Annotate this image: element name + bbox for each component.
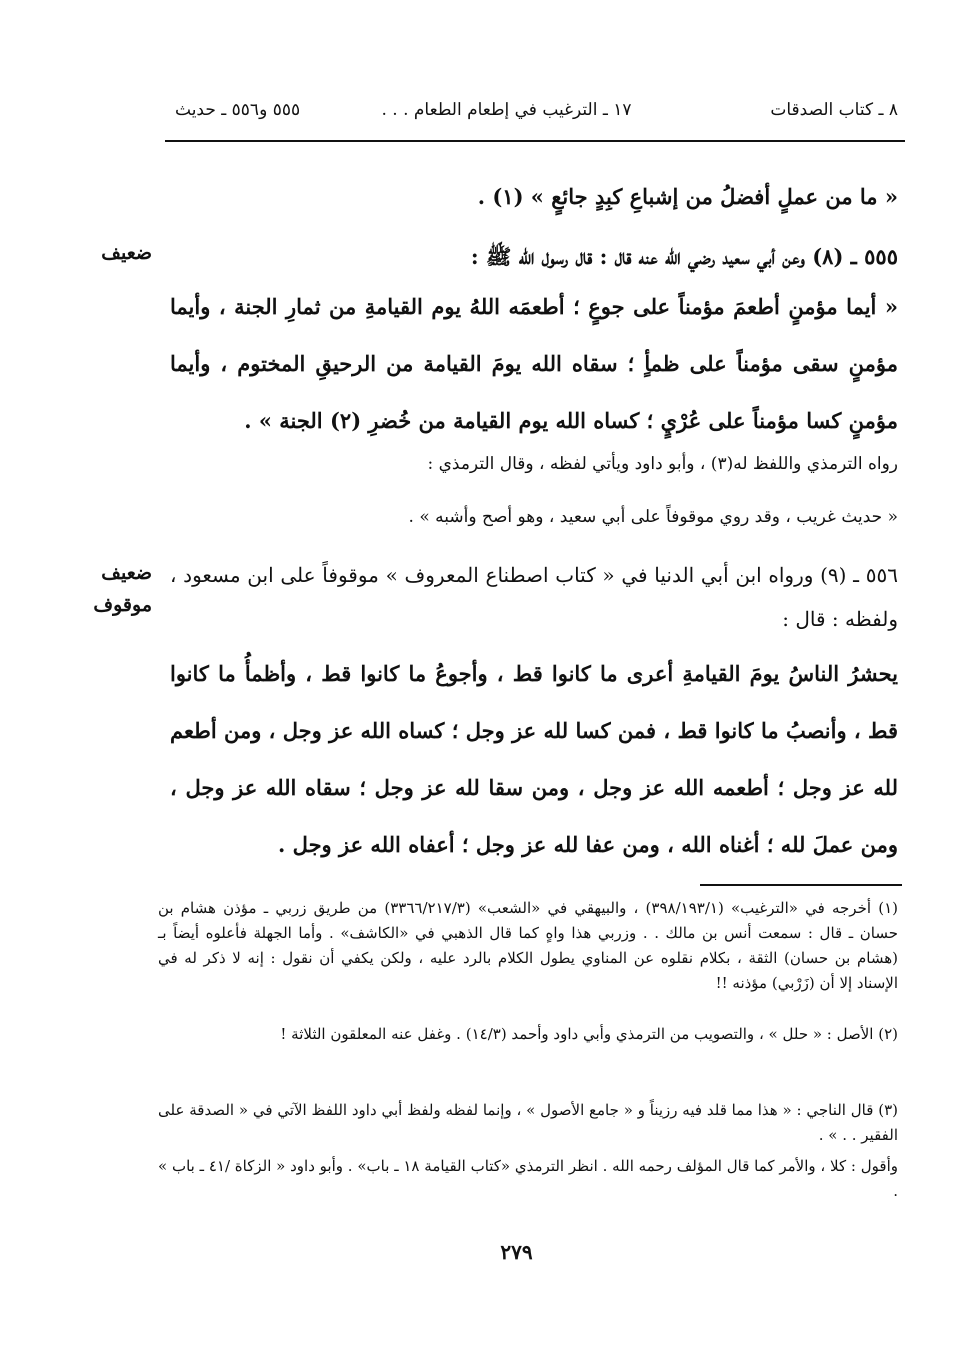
hadith-555-source: رواه الترمذي واللفظ له(٣) ، وأبو داود ويأتي لفظه ، وقال الترمذي : [427,454,898,474]
header-divider [165,140,905,142]
page-number: ٢٧٩ [500,1240,533,1264]
footnote-divider [700,884,902,886]
grade-label-556-a: ضعيف [101,562,152,584]
footnote-3: (٣) قال الناجي : « هذا مما قلد فيه رزيناً و « جامع الأصول » ، وإنما لفظه ولفظ أبي داود اللفظ الآتي في « الصدقة على الفقير . . » . [158,1101,898,1144]
hadith-555-text: « أيما مؤمنٍ أطعمَ مؤمناً على جوعٍ ؛ أطعمَه اللهُ يوم القيامةِ من ثمارِ الجنة ، وأيما مؤمنٍ سقى مؤمناً على ظمأٍ ؛ سقاه الله يومَ القيامة من الرحيقِ المختوم ، وأيما مؤمنٍ كسا مؤمناً على عُرْيٍ ؛ كساه الله يوم القيامة من خُضرِ (٢) الجنة » . [170,294,898,433]
grade-label-556-b: موقوف [93,594,152,616]
hadith-556-intro: ٥٥٦ ـ (٩) ورواه ابن أبي الدنيا في « كتاب اصطناع المعروف » موقوفاً على ابن مسعود ، ولفظه : قال : [170,563,898,631]
footnote-1: (١) أخرجه في «الترغيب» (٣٩٨/١٩٣/١) ، والبيهقي في «الشعب» (٣٣٦٦/٢١٧/٣) من طريق زربي ـ مؤذن هشام بن حسان ـ قال : سمعت أنس بن مالك . . وزربي هذا واهٍ كما قال الذهبي في «الكاشف» . وأما الجهلة فأعلوه أيضاً بـ (هشام بن حسان) الثقة ، بكلام نقلوه عن المناوي يطول الكلام بالرد عليه ، ولكن يكفي أن نقول : إنه لا ذكر له في الإسناد إلا أن (زَرْبي) مؤذنه !! [158,899,898,992]
hadith-555-intro: ٥٥٥ ـ (٨) وعن أبي سعيد رضي الله عنه قال : قال رسول الله ﷺ : [470,244,898,269]
hadith-555-tirmidhi-quote: « حديث غريب ، وقد روي موقوفاً على أبي سعيد ، وهو أصح وأشبه » . [408,507,898,527]
intro-line: « ما من عملٍ أفضلُ من إشباعِ كبِدٍ جائعٍ » (١) . [477,184,898,209]
footnote-2: (٢) الأصل : « حلل » ، والتصويب من الترمذي وأبي داود وأحمد (١٤/٣) . وغفل عنه المعلقون الثلاثة ! [280,1025,898,1043]
running-header-chapter: ١٧ ـ الترغيب في إطعام الطعام . . . [381,100,632,120]
footnote-3-comment: وأقول : كلا ، والأمر كما قال المؤلف رحمه الله . انظر الترمذي «كتاب القيامة ١٨ ـ باب» . وأبو داود « الزكاة /٤١ ـ باب » . [158,1157,898,1200]
running-header-hadith-range: ٥٥٥ و٥٥٦ ـ حديث [175,100,301,120]
hadith-556-text: يحشرُ الناسُ يومَ القيامةِ أعرى ما كانوا قط ، وأجوعُ ما كانوا قط ، وأظمأُ ما كانوا قط ، وأنصبُ ما كانوا قط ، فمن كسا لله عز وجل ؛ كساه الله عز وجل ، ومن أطعم لله عز وجل ؛ أطعمه الله عز وجل ، ومن سقا لله عز وجل ؛ سقاه الله عز وجل ، ومن عملَ لله ؛ أغناه الله ، ومن عفا لله عز وجل ؛ أعفاه الله عز وجل . [170,661,898,857]
grade-label-555: ضعيف [101,242,152,264]
running-header-book: ٨ ـ كتاب الصدقات [770,100,898,120]
